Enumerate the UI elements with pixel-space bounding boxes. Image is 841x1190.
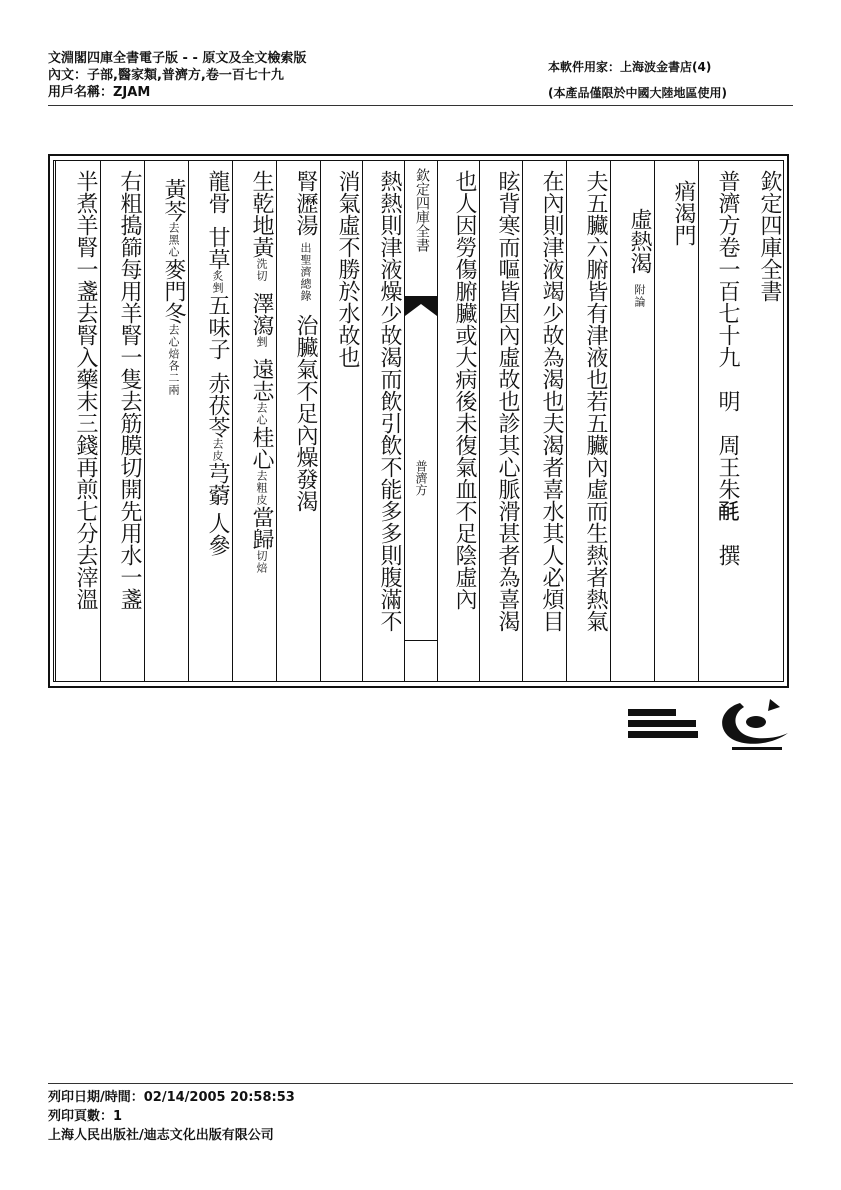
header-username: 用戶名稱：ZJAM <box>48 85 151 100</box>
text-column-8 <box>437 160 479 682</box>
footer-rule <box>48 1083 793 1084</box>
banxin <box>404 160 437 682</box>
herb-name: 生乾地黃 <box>249 170 274 258</box>
header-left <box>48 50 306 101</box>
herb-note: 去心 <box>255 402 268 426</box>
herb-name: 當歸 <box>249 506 274 550</box>
herb-name: 龍骨 <box>205 170 230 214</box>
text-column-13 <box>188 160 232 682</box>
publisher-logo-icon <box>620 695 800 755</box>
herb-note: 洗切 <box>255 258 268 282</box>
text-column-6 <box>522 160 566 682</box>
herb-note: 去粗皮 <box>255 470 268 506</box>
herb-name: 遠志 <box>249 358 274 402</box>
text-column-15 <box>100 160 144 682</box>
herb-note: 去黑心 <box>167 222 180 258</box>
banxin-rule <box>405 640 437 641</box>
text-column-3 <box>654 160 698 682</box>
text-column-5 <box>566 160 610 682</box>
column-text: 半煮羊腎一盞去腎入藥末三錢再煎七分去滓溫 <box>73 170 98 610</box>
text-column-1 <box>742 160 784 682</box>
herb-name: 澤瀉 <box>249 292 274 336</box>
recipe-source-note: 出聖濟總錄 <box>299 242 312 302</box>
column-text: 治臟氣不足內燥發渴 <box>293 314 318 512</box>
text-column-7 <box>479 160 522 682</box>
text-column-16 <box>55 160 100 682</box>
header-rule <box>48 105 793 106</box>
column-text: 夫五臟六腑皆有津液也若五臟內虛而生熱者熱氣 <box>583 170 608 632</box>
herb-note: 去皮 <box>211 438 224 462</box>
print-datetime: 列印日期/時間：02/14/2005 20:58:53 <box>48 1090 295 1105</box>
column-text: 右粗搗篩每用羊腎一隻去筋膜切開先用水一盞 <box>117 170 142 610</box>
text-column-9 <box>362 160 404 682</box>
column-text: 普濟方卷一百七十九 明 周王朱𣭲 撰 <box>715 170 740 566</box>
header-restriction: (本產品僅限於中國大陸地區使用) <box>548 86 727 100</box>
herb-name: 甘草 <box>205 226 230 270</box>
herb-note: 炙剉 <box>211 270 224 294</box>
column-text: 消氣虛不勝於水故也 <box>335 170 360 368</box>
column-text: 也人因勞傷腑臟或大病後未復氣血不足陰虛內 <box>452 170 477 610</box>
header-title: 文淵閣四庫全書電子版 - - 原文及全文檢索版 <box>48 51 307 66</box>
publisher-credit: 上海人民出版社/迪志文化出版有限公司 <box>48 1128 274 1143</box>
herb-name: 芎藭 <box>205 462 230 506</box>
herb-note: 切焙 <box>255 550 268 574</box>
banxin-book-name: 普濟方 <box>414 460 428 496</box>
header-content-path: 內文：子部,醫家類,普濟方,卷一百七十九 <box>48 68 284 83</box>
herb-note: 剉 <box>255 336 268 348</box>
column-text: 熱熱則津液燥少故渴而飲引飲不能多多則腹滿不 <box>377 170 402 632</box>
herb-name: 赤茯苓 <box>205 372 230 438</box>
column-text: 欽定四庫全書 <box>757 170 782 302</box>
fish-tail-mark <box>405 296 437 316</box>
column-text: 痟渴門 <box>671 180 696 246</box>
column-text: 虛熱渴 <box>627 208 652 274</box>
herb-name: 五味子 <box>205 294 230 360</box>
header-licensee: 本軟件用家：上海波金書店(4) <box>548 60 712 74</box>
herb-name: 桂心 <box>249 426 274 470</box>
herb-name: 黃芩 <box>161 178 186 222</box>
text-column-11 <box>276 160 320 682</box>
herb-name: 人參 <box>205 512 230 556</box>
herb-name: 麥門冬 <box>161 258 186 324</box>
column-note: 附論 <box>633 284 646 308</box>
text-column-12 <box>232 160 276 682</box>
herb-note: 去心焙各二兩 <box>167 324 180 396</box>
column-text: 在內則津液竭少故為渴也夫渴者喜水其人必煩目 <box>539 170 564 632</box>
header-right <box>548 54 727 106</box>
text-column-4 <box>610 160 654 682</box>
text-column-2 <box>698 160 742 682</box>
print-page-count: 列印頁數：1 <box>48 1109 123 1124</box>
column-text: 眩背寒而嘔皆因內虛故也診其心脈滑甚者為喜渴 <box>495 170 520 632</box>
banxin-title: 欽定四庫全書 <box>414 168 430 252</box>
text-column-10 <box>320 160 362 682</box>
text-column-14 <box>144 160 188 682</box>
footer <box>48 1088 295 1145</box>
recipe-title: 腎瀝湯 <box>293 170 318 236</box>
